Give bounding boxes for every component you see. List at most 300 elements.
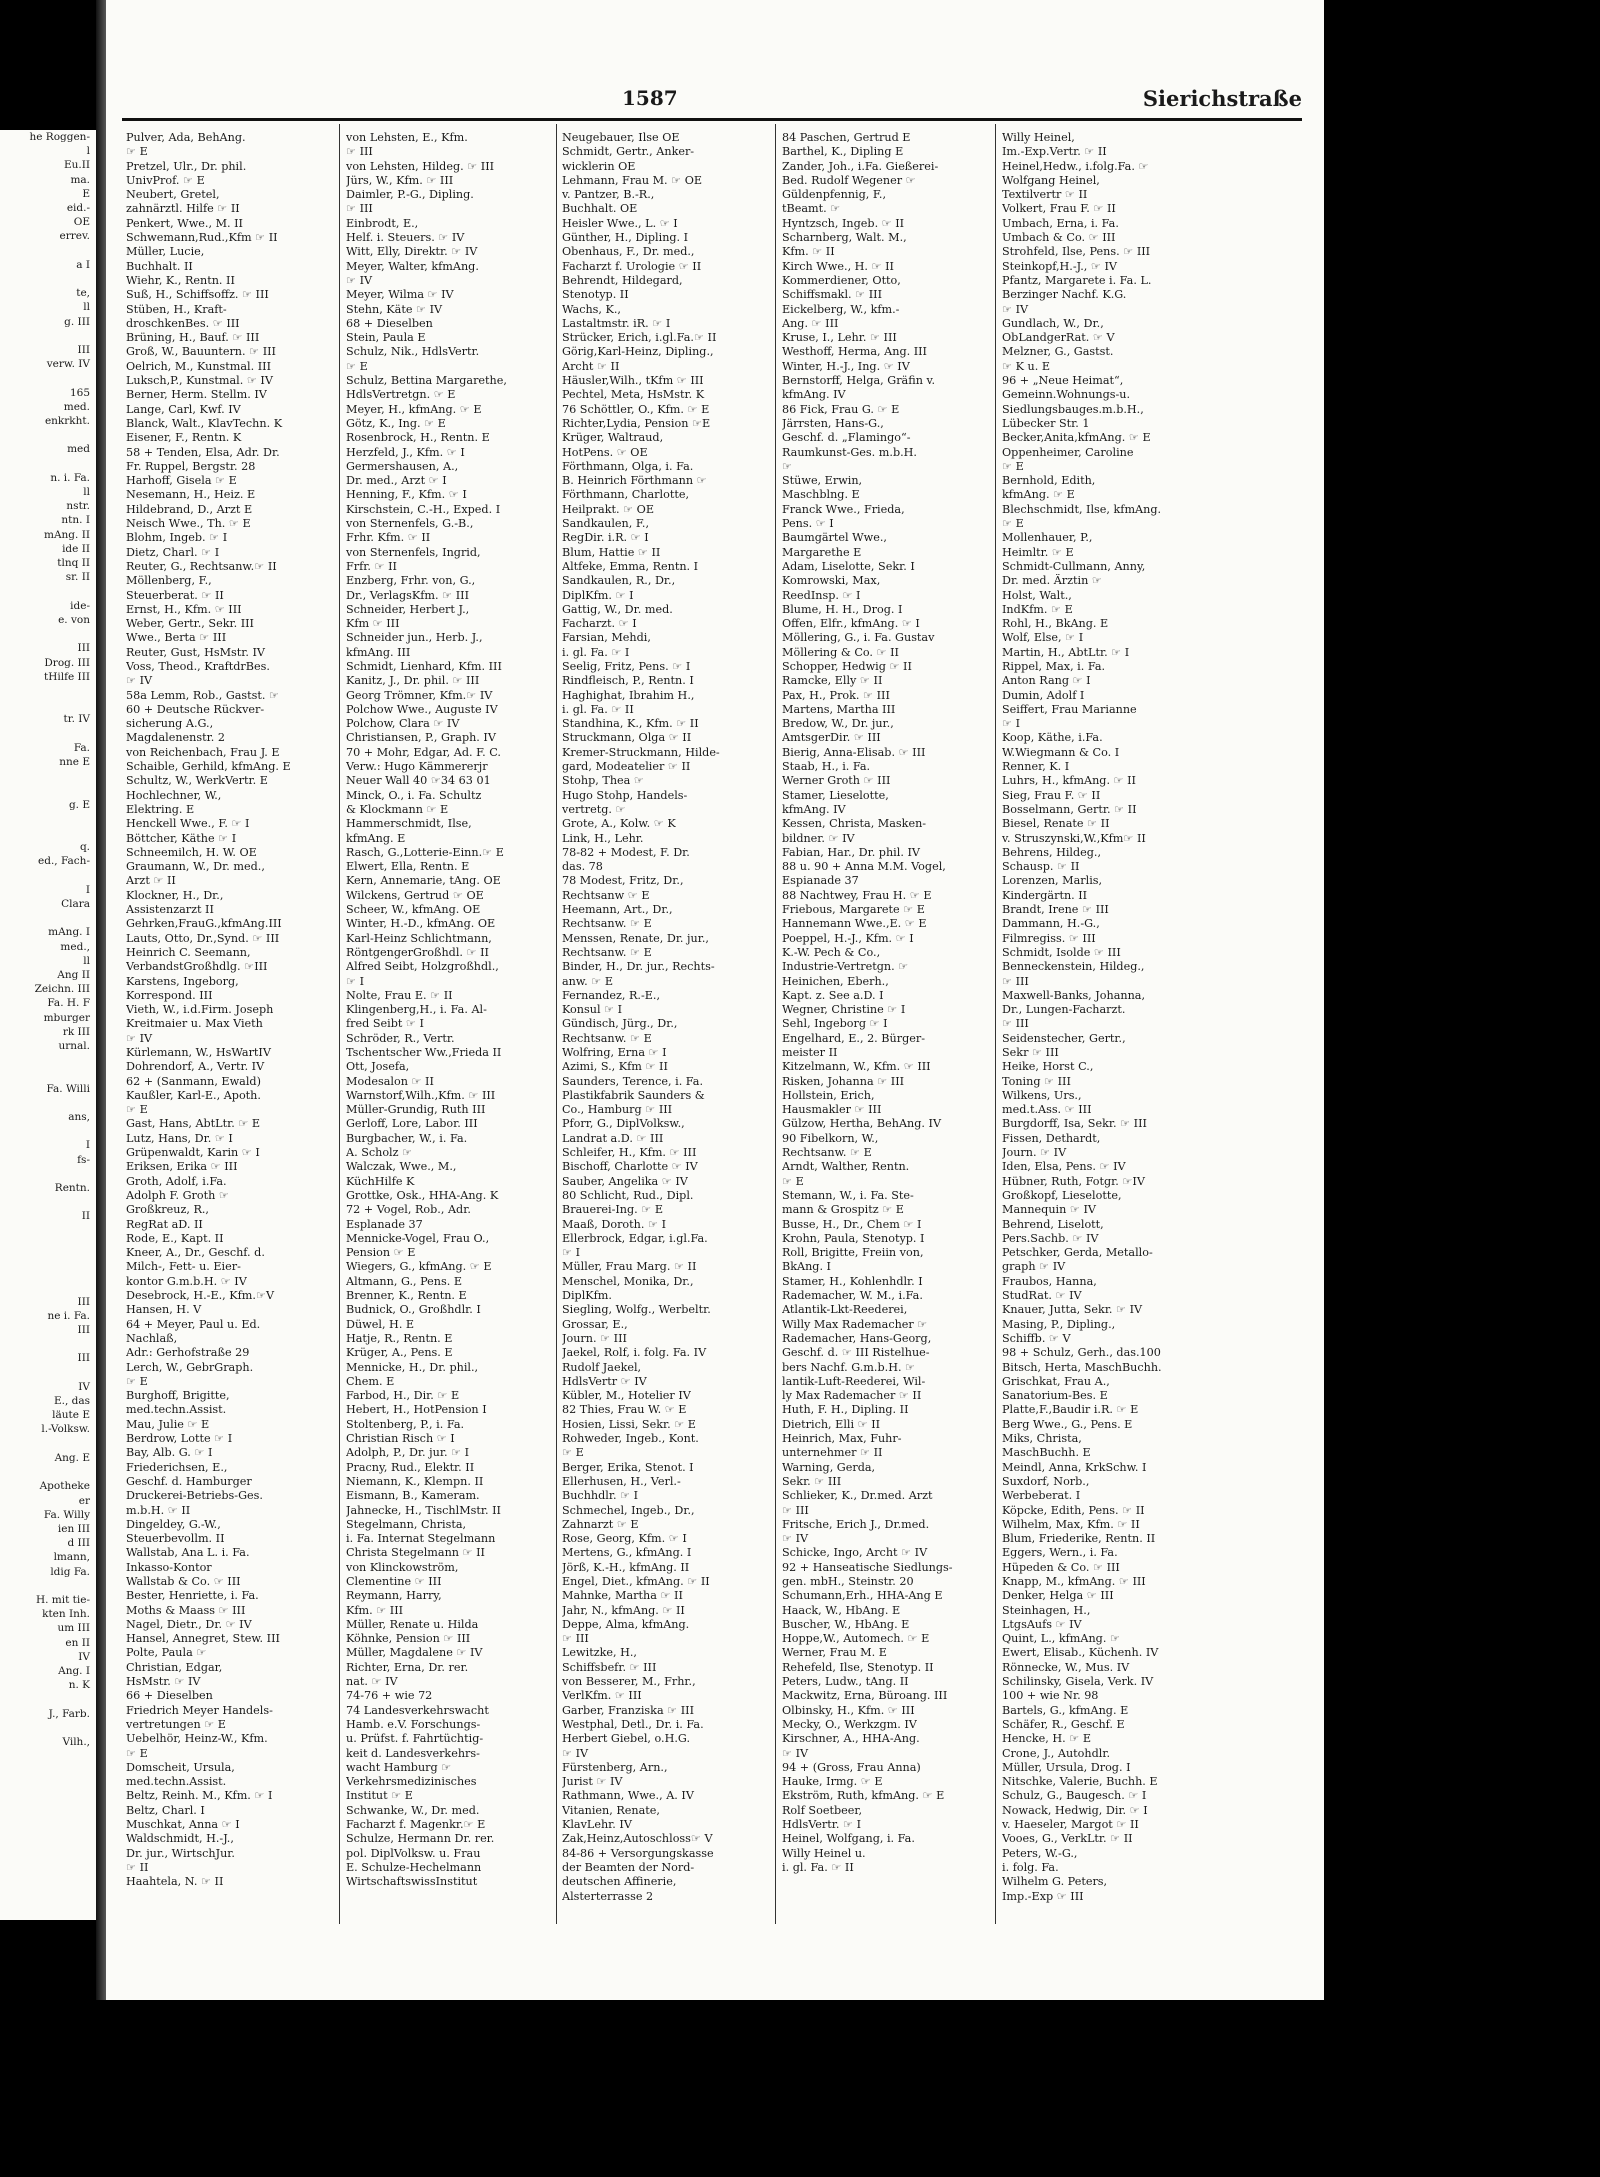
directory-entry-line: Eickelberg, W., kfm.- — [782, 302, 900, 316]
directory-entry-line: Wachs, K., — [562, 302, 621, 316]
directory-entry-line: Niemann, K., Klempn. II — [346, 1474, 484, 1488]
margin-fragment-line — [0, 727, 96, 741]
directory-entry-line: Wolfgang Heinel, — [1002, 173, 1100, 187]
directory-entry-line: vertretungen ☞ E — [126, 1717, 226, 1731]
margin-fragment-line: eid.- — [66, 202, 90, 215]
directory-entry-line: B. Heinrich Förthmann ☞ — [562, 474, 707, 488]
directory-entry-line: Köpcke, Edith, Pens. ☞ II — [1002, 1503, 1145, 1517]
directory-entry-line: Platte,F.,Baudir i.R. ☞ E — [1002, 1403, 1139, 1417]
directory-entry-line: Moths & Maass ☞ III — [126, 1603, 246, 1617]
directory-entry-line: Gülzow, Hertha, BehAng. IV — [782, 1117, 942, 1131]
directory-entry-line: Lutz, Hans, Dr. ☞ I — [126, 1131, 233, 1145]
directory-entry-line: 60 + Deutsche Rückver- — [126, 702, 265, 716]
margin-fragment-line — [0, 1721, 96, 1735]
directory-entry-line: Kern, Annemarie, tAng. OE — [346, 874, 501, 888]
margin-fragment-line — [0, 826, 96, 840]
directory-entry-line: Eriksen, Erika ☞ III — [126, 1160, 238, 1174]
directory-entry-line: kfmAng. E — [346, 831, 406, 845]
directory-entry-line: Fraubos, Hanna, — [1002, 1274, 1097, 1288]
margin-fragment-line: sr. II — [65, 571, 90, 584]
directory-entry-line: Poeppel, H.-J., Kfm. ☞ I — [782, 931, 914, 945]
directory-entry-line: Milch-, Fett- u. Eier- — [126, 1260, 241, 1274]
directory-entry-line: Fernandez, R.-E., — [562, 988, 661, 1002]
directory-entry-line: Buchhalt. OE — [562, 202, 638, 216]
directory-entry-line: Hildebrand, D., Arzt E — [126, 502, 253, 516]
margin-fragment-line: g. E — [68, 798, 90, 811]
directory-entry-line: ly Max Rademacher ☞ II — [782, 1389, 922, 1403]
directory-entry-line: Schmidt, Isolde ☞ III — [1002, 945, 1121, 959]
directory-entry-line: Wallstab, Ana L. i. Fa. — [126, 1546, 250, 1560]
directory-entry-line: Jörß, K.-H., kfmAng. II — [562, 1560, 690, 1574]
column-divider — [775, 124, 776, 1924]
directory-entry-line: 98 + Schulz, Gerh., das.100 — [1002, 1346, 1161, 1360]
directory-entry-line: KüchHilfe K — [346, 1174, 415, 1188]
directory-entry-line: Blohm, Ingeb. ☞ I — [126, 531, 228, 545]
margin-fragment-line: q. — [79, 841, 90, 854]
directory-entry-line: Heimltr. ☞ E — [1002, 545, 1074, 559]
directory-entry-line: Strücker, Erich, i.gl.Fa.☞ II — [562, 331, 717, 345]
directory-entry-line: Christiansen, P., Graph. IV — [346, 731, 496, 745]
directory-entry-line: Mahnke, Martha ☞ II — [562, 1589, 683, 1603]
directory-entry-line: wacht Hamburg ☞ — [346, 1760, 452, 1774]
directory-entry-line: Pulver, Ada, BehAng. — [126, 131, 246, 144]
directory-entry-line: Facharzt. ☞ I — [562, 617, 637, 631]
directory-entry-line: Beltz, Reinh. M., Kfm. ☞ I — [126, 1789, 273, 1803]
margin-fragment-line: E — [82, 187, 90, 200]
directory-entry-line: Rasch, G.,Lotterie-Einn.☞ E — [346, 845, 504, 859]
directory-entry-line: AmtsgerDir. ☞ III — [782, 731, 881, 745]
directory-entry-line: ☞ III — [562, 1632, 589, 1646]
directory-entry-line: Gast, Hans, AbtLtr. ☞ E — [126, 1117, 261, 1131]
directory-entry-line: Meyer, H., kfmAng. ☞ E — [346, 402, 482, 416]
directory-entry-line: Stemann, W., i. Fa. Ste- — [782, 1188, 914, 1202]
directory-entry-line: Ang. ☞ III — [782, 316, 839, 330]
margin-fragment-line: Apotheke — [39, 1480, 90, 1493]
directory-entry-line: Bester, Henriette, i. Fa. — [126, 1589, 259, 1603]
directory-entry-line: meister II — [782, 1046, 838, 1059]
margin-fragment-line: II — [81, 1210, 90, 1223]
directory-entry-line: Förthmann, Charlotte, — [562, 488, 690, 502]
directory-entry-line: ☞ IV — [1002, 302, 1029, 316]
directory-entry-line: Zak,Heinz,Autoschloss☞ V — [562, 1832, 713, 1846]
directory-entry-line: Görig,Karl-Heinz, Dipling., — [562, 345, 714, 359]
directory-entry-line: Adam, Liselotte, Sekr. I — [782, 559, 915, 573]
directory-entry-line: Elwert, Ella, Rentn. E — [346, 860, 470, 874]
directory-entry-line: Staab, H., i. Fa. — [782, 760, 871, 774]
directory-entry-line: Korrespond. III — [126, 988, 213, 1002]
directory-entry-line: Lauts, Otto, Dr.,Synd. ☞ III — [126, 931, 280, 945]
margin-fragment-line — [0, 1067, 96, 1081]
directory-entry-line: Bredow, W., Dr. jur., — [782, 717, 894, 731]
margin-fragment-line — [0, 1224, 96, 1238]
margin-fragment-line: en II — [65, 1636, 90, 1649]
directory-entry-line: Ellerhusen, H., Verl.- — [562, 1474, 681, 1488]
directory-entry-line: bers Nachf. G.m.b.H. ☞ — [782, 1360, 916, 1374]
directory-entry-line: 86 Fick, Frau G. ☞ E — [782, 402, 900, 416]
directory-entry-line: Schumann,Erh., HHA-Ang E — [782, 1589, 943, 1603]
directory-entry-line: Schulze, Hermann Dr. rer. — [346, 1832, 495, 1846]
directory-entry-line: Lübecker Str. 1 — [1002, 416, 1090, 430]
directory-entry-line: Elektring. E — [126, 802, 195, 816]
directory-entry-line: Domscheit, Ursula, — [126, 1760, 235, 1774]
directory-entry-line: Winter, H.-D., kfmAng. OE — [346, 917, 496, 931]
directory-entry-line: Hannemann Wwe.,E. ☞ E — [782, 917, 927, 931]
directory-entry-line: Heinel, Wolfgang, i. Fa. — [782, 1832, 915, 1846]
directory-entry-line: Blum, Friederike, Rentn. II — [1002, 1532, 1156, 1546]
directory-entry-line: Rechtsanw. ☞ E — [782, 1146, 872, 1160]
directory-entry-line: Grüpenwaldt, Karin ☞ I — [126, 1146, 260, 1160]
directory-entry-line: Meindl, Anna, KrkSchw. I — [1002, 1460, 1147, 1474]
directory-entry-line: Kapt. z. See a.D. I — [782, 988, 884, 1002]
directory-column-5 — [1002, 131, 1232, 1931]
directory-entry-line: Stüben, H., Kraft- — [126, 302, 227, 316]
margin-fragment-line: E., das — [53, 1395, 90, 1408]
directory-entry-line: Schicke, Ingo, Archt ☞ IV — [782, 1546, 928, 1560]
directory-entry-line: Bernhold, Edith, — [1002, 474, 1096, 488]
directory-entry-line: Schulz, Nik., HdlsVertr. — [346, 345, 480, 359]
margin-fragment-line: Ang II — [57, 968, 90, 981]
directory-entry-line: Rönnecke, W., Mus. IV — [1002, 1660, 1130, 1674]
directory-entry-line: Möllering, G., i. Fa. Gustav — [782, 631, 935, 645]
directory-entry-line: Willy Heinel u. — [782, 1846, 866, 1860]
directory-entry-line: Adr.: Gerhofstraße 29 — [126, 1346, 250, 1360]
directory-entry-line: Pens. ☞ I — [782, 517, 834, 531]
margin-fragment-line: Ang. E — [54, 1451, 90, 1464]
directory-entry-line: 90 Fibelkorn, W., — [782, 1131, 879, 1145]
directory-entry-line: Facharzt f. Magenkr.☞ E — [346, 1818, 486, 1832]
margin-fragment-line — [0, 1437, 96, 1451]
directory-entry-line: 72 + Vogel, Rob., Adr. — [346, 1203, 471, 1217]
directory-entry-line: Dohrendorf, A., Vertr. IV — [126, 1060, 265, 1074]
directory-entry-line: 74-76 + wie 72 — [346, 1689, 433, 1703]
directory-entry-line: Hansen, H. V — [126, 1303, 202, 1317]
directory-entry-line: Maxwell-Banks, Johanna, — [1002, 988, 1146, 1002]
directory-entry-line: Hochlechner, W., — [126, 788, 222, 802]
directory-entry-line: Sieg, Frau F. ☞ II — [1002, 788, 1101, 802]
directory-entry-line: Rolf Soetbeer, — [782, 1803, 863, 1817]
directory-entry-line: Kitzelmann, W., Kfm. ☞ III — [782, 1060, 931, 1074]
directory-entry-line: Schneemilch, H. W. OE — [126, 845, 257, 859]
directory-entry-line: Espianade 37 — [782, 874, 859, 888]
directory-entry-line: Groß, W., Bauuntern. ☞ III — [126, 345, 276, 359]
directory-entry-line: 88 u. 90 + Anna M.M. Vogel, — [782, 860, 946, 874]
directory-entry-line: Ernst, H., Kfm. ☞ III — [126, 602, 242, 616]
directory-entry-line: Stüwe, Erwin, — [782, 474, 863, 488]
directory-entry-line: Rohweder, Ingeb., Kont. — [562, 1432, 699, 1446]
directory-entry-line: HdlsVertr. ☞ I — [782, 1818, 861, 1832]
directory-entry-line: Friebous, Margarete ☞ E — [782, 903, 925, 917]
directory-entry-line: Buscher, W., HbAng. E — [782, 1617, 910, 1631]
margin-fragment-line: Fa. H. F — [47, 997, 90, 1010]
directory-entry-line: Lorenzen, Marlis, — [1002, 874, 1103, 888]
directory-entry-line: Mackwitz, Erna, Büroang. III — [782, 1689, 948, 1703]
page-number: 1587 — [622, 86, 678, 110]
directory-entry-line: Ewert, Elisab., Küchenh. IV — [1002, 1646, 1159, 1660]
directory-entry-line: Azimi, S., Kfm ☞ II — [562, 1060, 668, 1074]
directory-entry-line: HotPens. ☞ OE — [562, 445, 648, 459]
directory-entry-line: Pforr, G., DiplVolksw., — [562, 1117, 685, 1131]
margin-fragment-line — [0, 272, 96, 286]
directory-entry-line: Rindfleisch, P., Rentn. I — [562, 674, 694, 688]
margin-fragment-line — [0, 812, 96, 826]
directory-entry-line: Graumann, W., Dr. med., — [126, 860, 265, 874]
directory-entry-line: 94 + (Gross, Frau Anna) — [782, 1760, 921, 1774]
directory-entry-line: 68 + Dieselben — [346, 316, 433, 330]
margin-fragment-line: Rentn. — [54, 1182, 90, 1195]
directory-entry-line: Fissen, Dethardt, — [1002, 1131, 1101, 1145]
directory-entry-line: Mecky, O., Werkzgm. IV — [782, 1717, 917, 1731]
directory-entry-line: Jurist ☞ IV — [562, 1775, 623, 1789]
directory-entry-line: Blechschmidt, Ilse, kfmAng. — [1002, 502, 1162, 516]
directory-entry-line: Germershausen, A., — [346, 459, 459, 473]
margin-fragment-line: Vilh., — [62, 1735, 90, 1748]
directory-entry-line: Hatje, R., Rentn. E — [346, 1331, 453, 1345]
directory-entry-line: DiplKfm. — [562, 1289, 612, 1303]
directory-entry-line: Eisener, F., Rentn. K — [126, 431, 242, 445]
directory-entry-line: Lehmann, Frau M. ☞ OE — [562, 173, 703, 187]
directory-entry-line: Hebert, H., HotPension I — [346, 1403, 487, 1417]
directory-entry-line: StudRat. ☞ IV — [1002, 1289, 1082, 1303]
directory-entry-line: fred Seibt ☞ I — [346, 1017, 424, 1031]
directory-entry-line: kfmAng. IV — [782, 802, 846, 816]
directory-entry-line: ☞ III — [346, 145, 373, 159]
directory-entry-line: Rechtsanw. ☞ E — [562, 1031, 652, 1045]
margin-fragment-line: n. i. Fa. — [50, 471, 90, 484]
directory-entry-line: Adolph, P., Dr. jur. ☞ I — [346, 1446, 470, 1460]
margin-fragment-line: III — [77, 1324, 90, 1337]
directory-entry-line: W.Wiegmann & Co. I — [1002, 745, 1120, 759]
directory-entry-line: Hamb. e.V. Forschungs- — [346, 1717, 481, 1731]
margin-fragment-line: ed., Fach- — [38, 855, 90, 868]
directory-entry-line: Mollenhauer, P., — [1002, 531, 1093, 545]
directory-entry-line: Einbrodt, E., — [346, 216, 419, 230]
directory-entry-line: Güldenpfennig, F., — [782, 188, 887, 202]
directory-entry-line: Hansel, Annegret, Stew. III — [126, 1632, 280, 1646]
directory-entry-line: Heinel,Hedw., i.folg.Fa. ☞ — [1002, 159, 1149, 173]
directory-entry-line: Groth, Adolf, i.Fa. — [126, 1174, 227, 1188]
directory-entry-line: UnivProf. ☞ E — [126, 173, 205, 187]
directory-entry-line: Oelrich, M., Kunstmal. III — [126, 359, 271, 373]
margin-fragment-line: mAng. II — [44, 528, 90, 541]
directory-entry-line: Burgdorff, Isa, Sekr. ☞ III — [1002, 1117, 1147, 1131]
directory-entry-line: unternehmer ☞ II — [782, 1446, 883, 1460]
directory-entry-line: Gemeinn.Wohnungs-u. — [1002, 388, 1131, 402]
directory-entry-line: Schiffsmakl. ☞ III — [782, 288, 882, 302]
directory-entry-line: ☞ I — [562, 1246, 581, 1260]
directory-entry-line: droschkenBes. ☞ III — [126, 316, 240, 330]
directory-entry-line: Nesemann, H., Heiz. E — [126, 488, 256, 502]
running-head: Sierichstraße — [1142, 86, 1302, 111]
directory-entry-line: Walczak, Wwe., M., — [346, 1160, 457, 1174]
margin-fragment-line — [0, 1692, 96, 1706]
margin-fragment-line: III — [77, 344, 90, 357]
directory-entry-line: ☞ — [782, 459, 793, 473]
directory-entry-line: Druckerei-Betriebs-Ges. — [126, 1489, 263, 1503]
margin-fragment-line: Fa. Willi — [46, 1082, 90, 1095]
directory-entry-line: Kindergärtn. II — [1002, 888, 1088, 902]
directory-entry-line: Siegling, Wolfg., Werbeltr. — [562, 1303, 711, 1317]
directory-entry-line: 78-82 + Modest, F. Dr. — [562, 845, 690, 859]
directory-entry-line: BkAng. I — [782, 1260, 831, 1274]
directory-entry-line: Pers.Sachb. ☞ IV — [1002, 1231, 1099, 1245]
directory-entry-line: Sanatorium-Bes. E — [1002, 1389, 1108, 1403]
directory-entry-line: VerbandstGroßhdlg. ☞III — [126, 960, 268, 974]
directory-entry-line: Peters, Ludw., tAng. II — [782, 1675, 909, 1689]
directory-entry-line: ☞ III — [1002, 974, 1029, 988]
header-rule — [122, 118, 1302, 121]
directory-entry-line: ☞ IV — [782, 1746, 809, 1760]
directory-entry-line: 100 + wie Nr. 98 — [1002, 1689, 1099, 1703]
directory-entry-line: Pretzel, Ulr., Dr. phil. — [126, 159, 247, 173]
directory-entry-line: Kanitz, J., Dr. phil. ☞ III — [346, 674, 480, 688]
margin-fragment-line: l.-Volksw. — [41, 1423, 90, 1436]
directory-entry-line: das. 78 — [562, 860, 603, 874]
directory-entry-line: 84-86 + Versorgungskasse — [562, 1846, 714, 1860]
directory-entry-line: Luhrs, H., kfmAng. ☞ II — [1002, 774, 1136, 788]
directory-entry-line: Strohfeld, Ilse, Pens. ☞ III — [1002, 245, 1151, 259]
directory-entry-line: deutschen Affinerie, — [562, 1875, 677, 1889]
margin-fragment-line: ldig Fa. — [50, 1565, 90, 1578]
directory-entry-line: ☞ E — [1002, 517, 1024, 531]
margin-fragment-line: med., — [60, 940, 90, 953]
directory-entry-line: Hauke, Irmg. ☞ E — [782, 1775, 883, 1789]
margin-fragment-line: III — [77, 1295, 90, 1308]
margin-fragment-line: Zeichn. III — [34, 983, 90, 996]
margin-fragment-line: er — [78, 1494, 90, 1507]
directory-entry-line: Holst, Walt., — [1002, 588, 1072, 602]
directory-entry-line: ☞ E — [126, 1746, 148, 1760]
directory-entry-line: E. Schulze-Hechelmann — [346, 1860, 482, 1874]
margin-fragment-line — [0, 1167, 96, 1181]
directory-entry-line: Schultz, W., WerkVertr. E — [126, 774, 268, 788]
margin-fragment-line: ll — [83, 301, 90, 314]
directory-entry-line: Bischoff, Charlotte ☞ IV — [562, 1160, 698, 1174]
directory-entry-line: Fritsche, Erich J., Dr.med. — [782, 1517, 930, 1531]
directory-entry-line: RegDir. i.R. ☞ I — [562, 531, 649, 545]
directory-entry-line: Richter, Erna, Dr. rer. — [346, 1660, 469, 1674]
directory-entry-line: Wallstab & Co. ☞ III — [126, 1574, 241, 1588]
margin-fragment-line — [0, 911, 96, 925]
directory-entry-line: Kübler, M., Hotelier IV — [562, 1389, 691, 1403]
directory-entry-line: Neuer Wall 40 ☞34 63 01 — [346, 774, 491, 788]
margin-fragment-line — [0, 1366, 96, 1380]
margin-fragment-line — [0, 457, 96, 471]
directory-entry-line: Dr., VerlagsKfm. ☞ III — [346, 588, 469, 602]
directory-entry-line: Arndt, Walther, Rentn. — [782, 1160, 910, 1174]
directory-entry-line: Burgbacher, W., i. Fa. — [346, 1131, 468, 1145]
margin-fragment-line: g. III — [64, 315, 90, 328]
directory-entry-line: Eismann, B., Kameram. — [346, 1489, 480, 1503]
directory-entry-line: Reymann, Harry, — [346, 1589, 442, 1603]
directory-entry-line: Christian, Edgar, — [126, 1660, 223, 1674]
margin-fragment-line: III — [77, 642, 90, 655]
directory-entry-line: Schwemann,Rud.,Kfm ☞ II — [126, 231, 278, 245]
directory-entry-line: 58a Lemm, Rob., Gastst. ☞ — [126, 688, 280, 702]
directory-entry-line: Wiegers, G., kfmAng. ☞ E — [346, 1260, 492, 1274]
directory-entry-line: ☞ E — [782, 1174, 804, 1188]
directory-entry-line: Pechtel, Meta, HsMstr. K — [562, 388, 705, 402]
directory-entry-line: Herzfeld, J., Kfm. ☞ I — [346, 445, 465, 459]
directory-entry-line: i. gl. Fa. ☞ II — [562, 702, 634, 716]
margin-fragment-line — [0, 1096, 96, 1110]
directory-entry-line: i. folg. Fa. — [1002, 1860, 1059, 1874]
directory-entry-line: Lerch, W., GebrGraph. — [126, 1360, 254, 1374]
directory-entry-line: HdlsVertretgn. ☞ E — [346, 388, 456, 402]
directory-entry-line: u. Prüfst. f. Fahrtüchtig- — [346, 1732, 484, 1746]
directory-entry-line: Muschkat, Anna ☞ I — [126, 1818, 240, 1832]
directory-entry-line: Plastikfabrik Saunders & — [562, 1088, 705, 1102]
margin-fragment-line: ien III — [57, 1522, 90, 1535]
directory-entry-line: Arzt ☞ II — [126, 874, 176, 888]
directory-entry-line: ☞ E — [126, 1374, 148, 1388]
margin-fragment-line — [0, 1124, 96, 1138]
directory-entry-line: Desebrock, H.-E., Kfm.☞V — [126, 1289, 275, 1303]
directory-entry-line: Penkert, Wwe., M. II — [126, 216, 243, 230]
directory-entry-line: Frfr. ☞ II — [346, 559, 397, 573]
directory-entry-line: RegRat aD. II — [126, 1217, 203, 1231]
directory-entry-line: Standhina, K., Kfm. ☞ II — [562, 717, 699, 731]
directory-entry-line: Baumgärtel Wwe., — [782, 531, 887, 545]
directory-entry-line: Rademacher, Hans-Georg, — [782, 1331, 932, 1345]
directory-column-3 — [562, 131, 772, 1931]
directory-entry-line: Werner, Frau M. E — [782, 1646, 887, 1660]
directory-entry-line: Dietz, Charl. ☞ I — [126, 545, 220, 559]
directory-entry-line: Geschf. d. Hamburger — [126, 1474, 252, 1488]
directory-entry-line: Polte, Paula ☞ — [126, 1646, 207, 1660]
directory-entry-line: Industrie-Vertretgn. ☞ — [782, 960, 909, 974]
directory-entry-line: Sekr. ☞ III — [782, 1474, 842, 1488]
directory-entry-line: Fürstenberg, Arn., — [562, 1760, 668, 1774]
directory-entry-line: Sehl, Ingeborg ☞ I — [782, 1017, 888, 1031]
directory-entry-line: Inkasso-Kontor — [126, 1560, 212, 1574]
margin-fragment-line: IV — [78, 1650, 90, 1663]
directory-entry-line: Klingenberg,H., i. Fa. Al- — [346, 1003, 487, 1017]
directory-entry-line: Henckell Wwe., F. ☞ I — [126, 817, 250, 831]
directory-entry-line: Seelig, Fritz, Pens. ☞ I — [562, 659, 691, 673]
directory-entry-line: Klockner, H., Dr., — [126, 888, 224, 902]
directory-entry-line: v. Struszynski,W.,Kfm☞ II — [1002, 831, 1146, 845]
directory-entry-line: Seidenstecher, Gertr., — [1002, 1031, 1126, 1045]
margin-fragment-line: tHilfe III — [44, 670, 90, 683]
directory-entry-line: Hammerschmidt, Ilse, — [346, 817, 472, 831]
directory-entry-line: Hausmakler ☞ III — [782, 1103, 882, 1117]
directory-entry-line: A. Scholz ☞ — [346, 1146, 413, 1160]
directory-page — [106, 0, 1324, 2000]
directory-entry-line: Müller, Lucie, — [126, 245, 205, 259]
directory-entry-line: Verw.: Hugo Kämmererjr — [346, 760, 488, 774]
margin-fragment-line — [0, 783, 96, 797]
directory-entry-line: Krüger, A., Pens. E — [346, 1346, 453, 1360]
directory-entry-line: Brauerei-Ing. ☞ E — [562, 1203, 664, 1217]
directory-entry-line: Herbert Giebel, o.H.G. — [562, 1732, 691, 1746]
directory-entry-line: von Klinckowström, — [346, 1560, 459, 1574]
directory-entry-line: von Besserer, M., Frhr., — [562, 1675, 696, 1689]
margin-fragment-line: ma. — [70, 173, 90, 186]
directory-entry-line: 96 + „Neue Heimat“, — [1002, 374, 1124, 388]
directory-entry-line: ☞ IV — [346, 273, 373, 287]
directory-entry-line: Nagel, Dietr., Dr. ☞ IV — [126, 1617, 252, 1631]
margin-fragment-line: l — [86, 145, 90, 158]
directory-entry-line: Mennicke-Vogel, Frau O., — [346, 1231, 490, 1245]
directory-entry-line: Jürs, W., Kfm. ☞ III — [346, 173, 454, 187]
directory-entry-line: i. Fa. Internat Stegelmann — [346, 1532, 496, 1546]
directory-entry-line: Steinhagen, H., — [1002, 1603, 1091, 1617]
directory-entry-line: von Lehsten, E., Kfm. — [346, 131, 468, 144]
directory-entry-line: Chem. E — [346, 1374, 395, 1388]
margin-fragment-line: Clara — [61, 897, 90, 910]
directory-entry-line: med.t.Ass. ☞ III — [1002, 1103, 1092, 1117]
directory-entry-line: Institut ☞ E — [346, 1789, 413, 1803]
